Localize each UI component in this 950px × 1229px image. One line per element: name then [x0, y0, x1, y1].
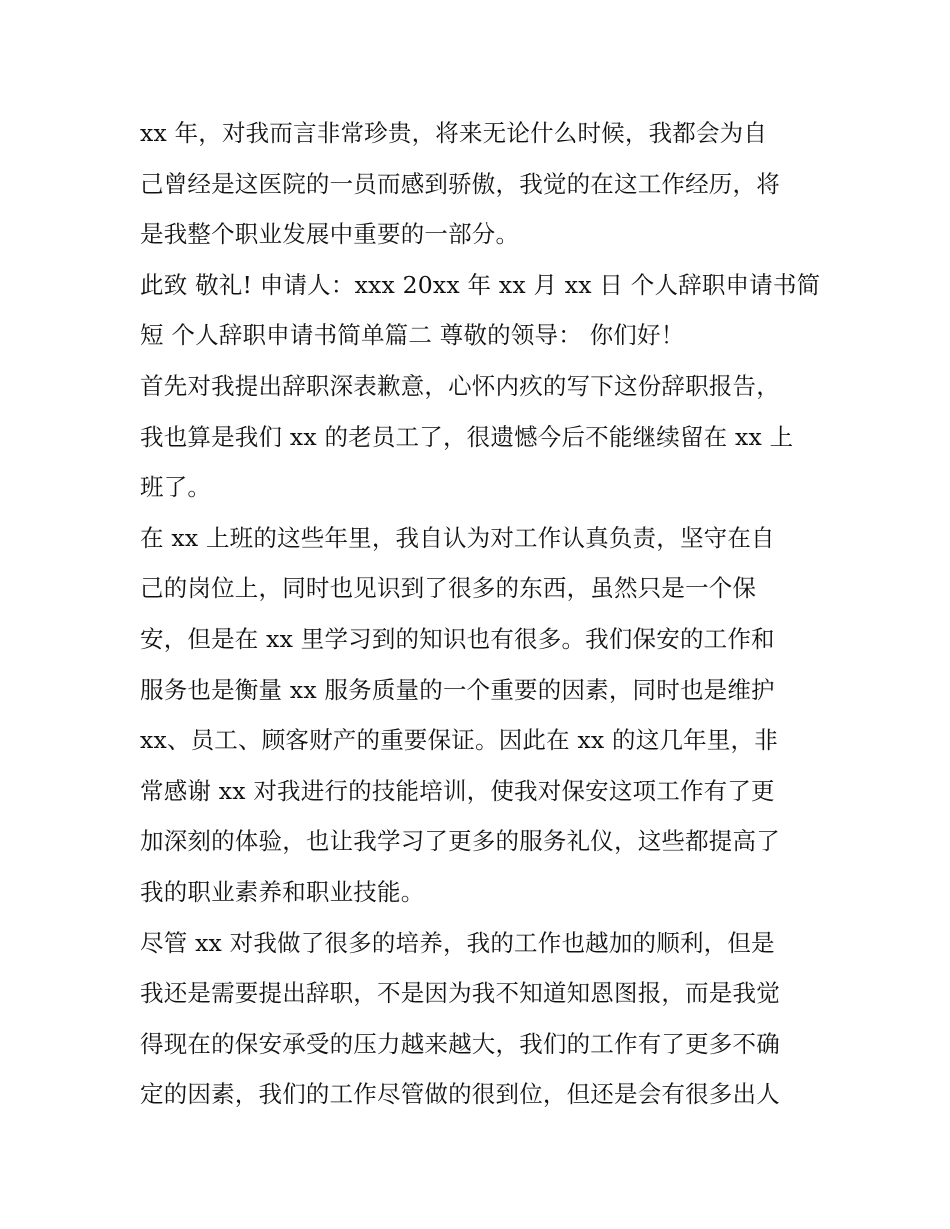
text-line: 我的职业素养和职业技能。	[140, 877, 425, 906]
text-line: 班了。	[140, 473, 212, 502]
text-line: xx、员工、顾客财产的重要保证。因此在 xx 的这几年里，非	[140, 726, 778, 755]
text-line: 尽管 xx 对我做了很多的培养，我的工作也越加的顺利，但是	[140, 928, 775, 957]
document-body	[140, 108, 820, 1120]
text-line: 己曾经是这医院的一员而感到骄傲，我觉的在这工作经历，将	[140, 169, 780, 198]
text-line: 是我整个职业发展中重要的一部分。	[140, 220, 520, 249]
text-line: 服务也是衡量 xx 服务质量的一个重要的因素，同时也是维护	[140, 675, 775, 704]
text-line: 常感谢 xx 对我进行的技能培训，使我对保安这项工作有了更	[140, 776, 775, 805]
text-line: xx 年，对我而言非常珍贵，将来无论什么时候，我都会为自	[140, 119, 768, 147]
text-line: 我还是需要提出辞职，不是因为我不知道知恩图报，而是我觉	[140, 979, 780, 1008]
text-line: 首先对我提出辞职深表歉意，心怀内疚的写下这份辞职报告，	[140, 371, 780, 400]
text-line: 我也算是我们 xx 的老员工了，很遗憾今后不能继续留在 xx 上	[140, 422, 794, 451]
text-line: 加深刻的体验，也让我学习了更多的服务礼仪，这些都提高了	[140, 827, 780, 856]
text-line: 己的岗位上，同时也见识到了很多的东西，虽然只是一个保	[140, 574, 757, 603]
text-line: 得现在的保安承受的压力越来越大，我们的工作有了更多不确	[140, 1029, 780, 1058]
text-line: 定的因素，我们的工作尽管做的很到位，但还是会有很多出人	[140, 1080, 780, 1109]
text-line: 在 xx 上班的这些年里，我自认为对工作认真负责，坚守在自	[140, 523, 775, 552]
text-line: 此致 敬礼! 申请人：xxx 20xx 年 xx 月 xx 日 个人辞职申请书简	[140, 270, 821, 299]
text-line: 短 个人辞职申请书简单篇二 尊敬的领导： 你们好！	[140, 321, 685, 350]
text-line: 安，但是在 xx 里学习到的知识也有很多。我们保安的工作和	[140, 624, 775, 653]
